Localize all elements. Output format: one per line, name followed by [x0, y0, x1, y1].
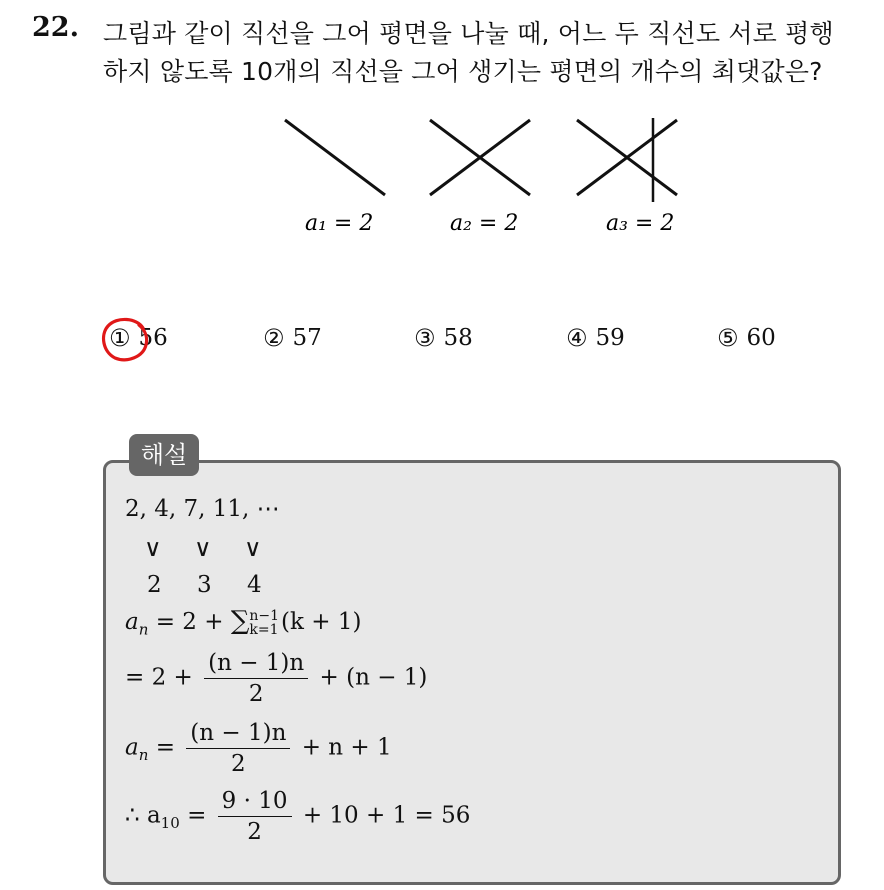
choice-5-value: 60: [746, 325, 776, 351]
line4-prefix: ∴ a: [125, 802, 161, 829]
question-text-line-1: 그림과 같이 직선을 그어 평면을 나눌 때, 어느 두 직선도 서로 평행: [103, 19, 834, 48]
selected-answer-circle: [99, 314, 153, 364]
line2-suffix: + (n − 1): [319, 664, 428, 691]
difference-1: 2: [147, 572, 162, 598]
line2-fraction: [204, 650, 308, 707]
line4-eq: =: [179, 802, 214, 829]
solution-tab: 해설: [129, 434, 199, 476]
line4-fraction: [218, 788, 292, 845]
line3-fraction: [186, 720, 290, 777]
question-text-line-2: 하지 않도록 10개의 직선을 그어 생기는 평면의 개수의 최댓값은?: [103, 57, 823, 86]
choice-1-value: 56: [138, 325, 168, 351]
line2-prefix: = 2 +: [125, 664, 201, 691]
choice-5-mark: ⑤: [717, 324, 739, 352]
choice-4[interactable]: [566, 324, 625, 352]
sum-lower: k=1: [249, 622, 279, 638]
line3-denominator: 2: [231, 751, 246, 777]
choice-2[interactable]: [263, 324, 322, 352]
difference-2: 3: [197, 572, 212, 598]
choice-3[interactable]: [414, 324, 473, 352]
sum-term: (k + 1): [281, 609, 362, 635]
choice-2-mark: ②: [263, 324, 285, 352]
figure1-line: [285, 120, 385, 195]
choice-3-value: 58: [443, 325, 473, 351]
line2-numerator: (n − 1)n: [204, 650, 308, 679]
formula-an-sum: $a_n = 2$ + ∑ n−1 k=1 (k + 1): [125, 606, 362, 639]
choice-1-mark: ①: [109, 324, 131, 352]
sigma-symbol: ∑: [230, 606, 250, 636]
line4-numerator: 9 · 10: [218, 788, 292, 817]
line4-suffix: + 10 + 1 = 56: [302, 802, 471, 829]
question-number: 22.: [32, 12, 79, 43]
an-symbol: a: [125, 609, 139, 635]
lines-figure: [270, 110, 690, 250]
sum-limits: [249, 609, 279, 637]
formula-line-3: $a_n$ = $\frac{(n - 1)n}{2}$ + n + 1: [125, 720, 392, 777]
line3-numerator: (n − 1)n: [186, 720, 290, 749]
sum-upper: n−1: [249, 608, 280, 624]
choice-4-mark: ④: [566, 324, 588, 352]
figure2-label: a₂ = 2: [450, 211, 519, 236]
line3-prefix: =: [155, 734, 183, 761]
vee-2: ∨: [194, 534, 212, 562]
formula-line-2: [125, 650, 427, 707]
formula-line-4: [125, 788, 470, 845]
choice-4-value: 59: [595, 325, 625, 351]
figure1-label: a₁ = 2: [305, 211, 374, 236]
line2-denominator: 2: [248, 681, 264, 707]
vee-3: ∨: [244, 534, 262, 562]
difference-3: 4: [247, 572, 262, 598]
choice-5[interactable]: [717, 324, 776, 352]
figure3-label: a₃ = 2: [606, 211, 675, 236]
sequence-line: 2, 4, 7, 11, ⋯: [125, 496, 280, 522]
line3-suffix: + n + 1: [301, 734, 392, 761]
choice-3-mark: ③: [414, 324, 436, 352]
line4-subscript: 10: [160, 814, 180, 833]
choice-2-value: 57: [292, 325, 322, 351]
vee-1: ∨: [144, 534, 162, 562]
an-sum-rhs: = 2 +: [155, 609, 231, 635]
line4-denominator: 2: [247, 819, 262, 845]
